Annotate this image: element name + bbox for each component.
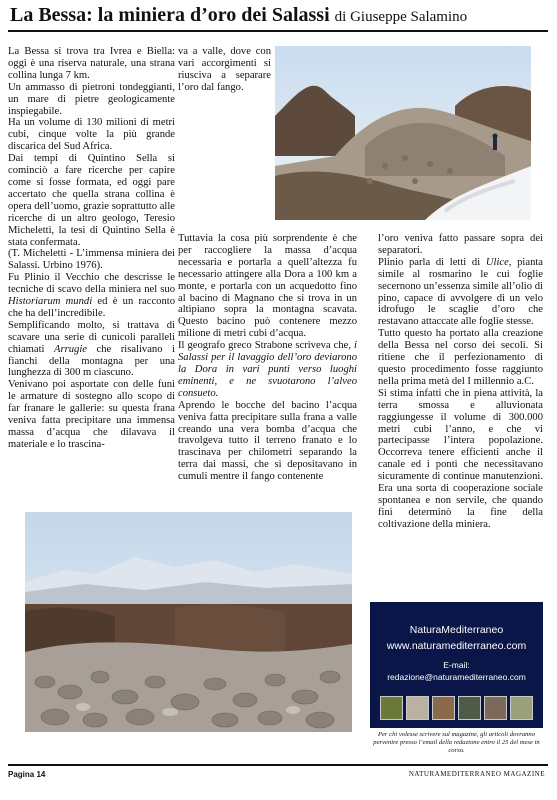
paragraph: Tuttavia la cosa più sorprendente è che per raccogliere la massa d’acqua necessaria e portarla a quell’altezza fu necessario attingere alla Dora a 100 km a monte, e portarla con un acquedotto fino al bacino di Magnano che si trova in un altipiano sopra la montagna scavata. Questo bacino può contenere mezzo milione di metri cubi d’acqua. <box>178 233 357 340</box>
paragraph: La Bessa si trova tra Ivrea e Biella: oggi è una riserva naturale, una strana collina lunga 7 km. <box>8 46 175 81</box>
paragraph: Semplificando molto, si trattava di scavare una serie di cunicoli paralleli chiamati Arrugie che risalivano i fianchi della montagna per una lunghezza di 300 m ciascuno. <box>8 319 175 379</box>
page-number: Pagina 14 <box>8 770 46 779</box>
ladybug-thumbnail <box>380 696 403 720</box>
citation: (T. Micheletti - L’immensa miniera dei Salassi. Urbino 1976). <box>8 248 175 272</box>
term-arrugie: Arrugie <box>54 343 87 355</box>
insect-thumbnail <box>432 696 455 720</box>
term-ulice: Ulice <box>485 256 509 268</box>
landscape-illustration <box>275 46 531 220</box>
ad-brand: NaturaMediterraneo <box>409 624 504 636</box>
flower-thumbnail <box>406 696 429 720</box>
paragraph: Un ammasso di pietroni tondeggianti, un mare di pietre geologicamente inspiegabile. <box>8 81 175 117</box>
strabone-quote: i Salassi per il lavaggio dell’oro deviarono la Dora in vari punti verso luoghi eminenti, e ne svuotarono l’alveo consueto. <box>178 340 357 399</box>
paragraph: l’oro veniva fatto passare sopra dei separatori. <box>378 233 543 256</box>
magazine-name: NATURAMEDITERRANEO MAGAZINE <box>408 770 545 778</box>
ad-email-link[interactable]: redazione@naturamediterraneo.com <box>387 672 526 682</box>
photo-stone-field-mountains <box>25 512 352 732</box>
animal-thumbnail <box>484 696 507 720</box>
ad-url-link[interactable]: www.naturamediterraneo.com <box>386 640 527 652</box>
paragraph: Si stima infatti che in piena attività, la terra smossa e alluvionata raggiungesse il volume di 300.000 metri cubi l’anno, e che vi partecipasse l’intera popolazione. Occorreva tenere efficienti anche il canale ed i ponti che necessitavano sicuramente di continue manutenzioni. Era una sorta di cooperazione sociale spontanea e non servile, che quando finì determinò la fine della coltivazione della miniera. <box>378 387 543 530</box>
paragraph: Aprendo le bocche del bacino l’acqua veniva fatta precipitare sulla frana a valle creando una vera bomba d’acqua che travolgeva tutto il terreno franato e lo trascinava per chilometri separando la terra dai massi, che si depositavano in cumuli mentre il fango contenente <box>178 399 357 483</box>
page-title <box>10 0 467 32</box>
text-column-2-top <box>178 46 271 94</box>
photo-stone-ridge-snow <box>275 46 531 220</box>
book-title: Historiarum mundi <box>8 296 93 308</box>
footer-rule <box>8 764 548 766</box>
paragraph: Dai tempi di Quintino Sella si cominciò a fare ricerche per capire come si fosse formata, ed oggi pare accertato che quella strana collina è opera dell’uomo, grazie soprattutto alle ricerche di un altro geologo, Teresio Micheletti, la tesi di Quintino Sella è stata confermata. <box>8 153 175 248</box>
ad-email-label: E-mail: <box>443 660 470 670</box>
naturamediterraneo-ad[interactable] <box>370 602 543 728</box>
paragraph: Il geografo greco Strabone scriveva che, i Salassi per il lavaggio dell’oro deviarono la Dora in vari punti verso luoghi eminenti, e ne svuotarono l’alveo consueto. <box>178 340 357 399</box>
submission-note: Per chi volesse scrivere sul magazine, gli articoli dovranno pervenire presso l’email della redazione entro il 25 del mese in corso. <box>373 731 540 754</box>
article-author: di Giuseppe Salamino <box>334 9 468 25</box>
plant-thumbnail <box>510 696 533 720</box>
text-column-2 <box>178 233 357 483</box>
paragraph: Ha un volume di 130 milioni di metri cubi, cinque volte la più grande discarica del Sud Africa. <box>8 117 175 153</box>
landscape-illustration <box>25 512 352 732</box>
header-rule <box>8 30 548 32</box>
article-title: La Bessa: la miniera d’oro dei Salassi <box>10 4 330 26</box>
bird-thumbnail <box>458 696 481 720</box>
paragraph: Fu Plinio il Vecchio che descrisse le tecniche di scavo della miniera nel suo Historiarum mundi ed è un racconto che ha dell’incredibile. <box>8 272 175 319</box>
paragraph: Venivano poi asportate con delle funi le armature di sostegno allo scopo di far franare le gallerie: su questa frana veniva fatta precipitare una immensa massa d’acqua che dilavava il materiale e lo trascina- <box>8 379 175 450</box>
paragraph: va a valle, dove con vari accorgimenti si riusciva a separare l’oro dal fango. <box>178 46 271 93</box>
text-column-1 <box>8 46 175 451</box>
paragraph: Plinio parla di letti di Ulice, pianta simile al rosmarino le cui foglie secernono un’essenza simile all’olio di pino, capace di avvolgere di un velo idrofugo le scaglie d’oro che restavano attaccate alle foglie stesse. <box>378 256 544 328</box>
text-column-3 <box>378 233 543 531</box>
ad-thumbnail-strip <box>380 696 533 720</box>
paragraph: Tutto questo ha portato alla creazione della Bessa nel corso dei secoli. Si ritiene che il perfezionamento di questo procedimento fosse raggiunto nella prima metà del I millennio a.C. <box>378 328 543 387</box>
